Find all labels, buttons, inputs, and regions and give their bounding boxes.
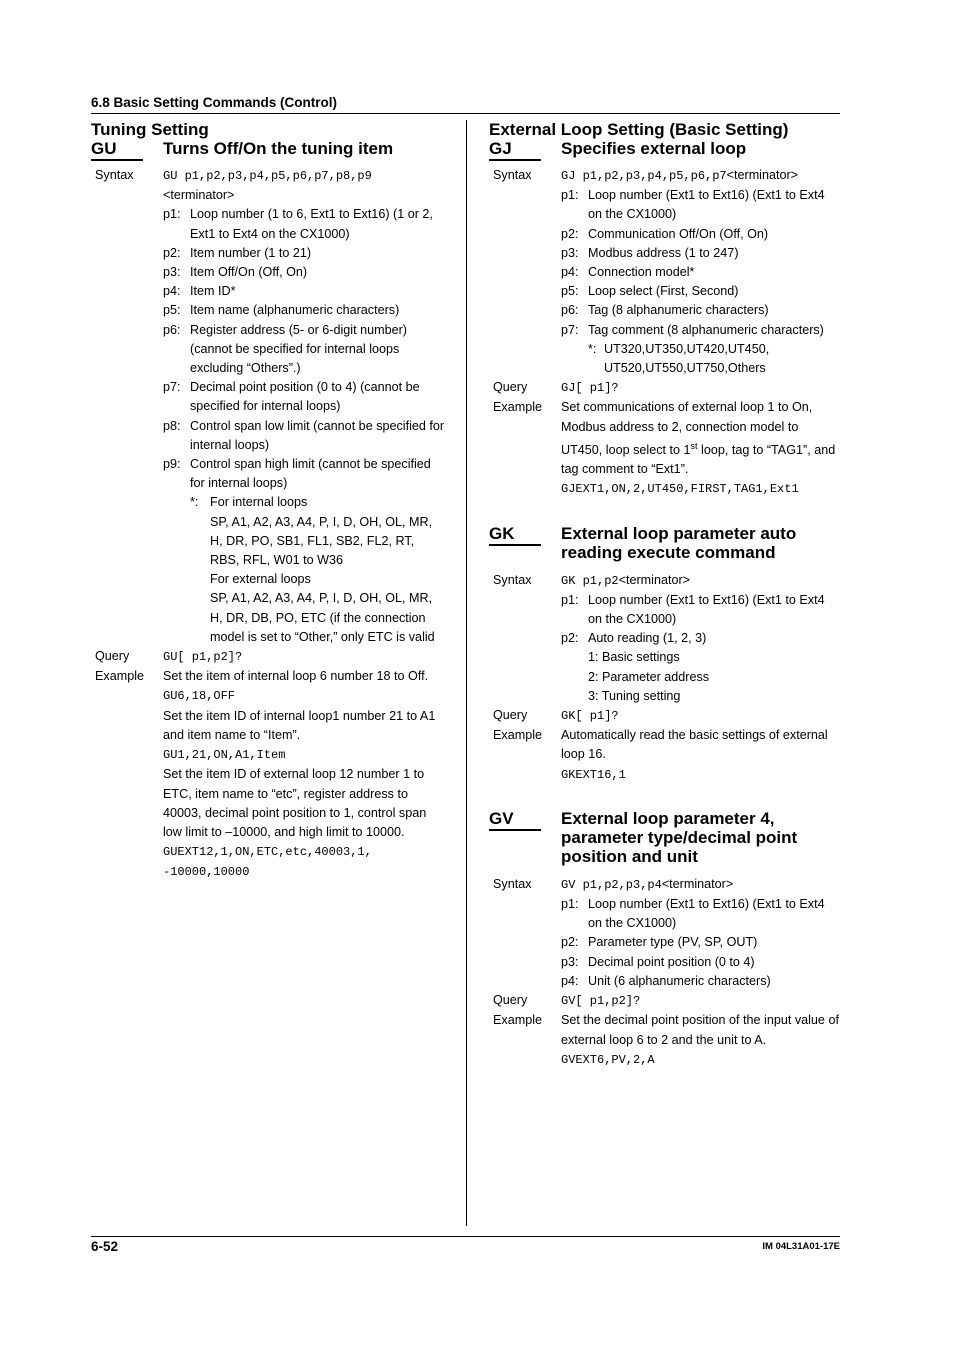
syntax-row bbox=[489, 571, 840, 591]
column-divider bbox=[466, 120, 467, 1226]
param-list bbox=[489, 591, 840, 649]
note-key: *: bbox=[588, 341, 597, 356]
example-text: Set the item ID of external loop 12 number 1 to ETC, item name to “etc”, register address to 40003, decimal point position to 1, control span low limit to –10000, and high limit to 10000. bbox=[163, 767, 427, 839]
syntax-code: GK p1,p2 bbox=[561, 573, 619, 588]
query-row bbox=[489, 706, 840, 726]
option-item: 3: Tuning setting bbox=[588, 688, 681, 703]
param-list bbox=[489, 186, 840, 340]
param-row bbox=[561, 895, 840, 933]
syntax-terminator: <terminator> bbox=[726, 168, 799, 182]
query-label: Query bbox=[493, 993, 528, 1008]
param-row bbox=[163, 301, 446, 320]
param-value: Decimal point position (0 to 4) bbox=[588, 954, 755, 969]
param-value: Loop number (Ext1 to Ext16) (Ext1 to Ext4 on the CX1000) bbox=[588, 592, 825, 627]
query-label: Query bbox=[95, 649, 130, 664]
section-title-external-loop: External Loop Setting (Basic Setting) bbox=[489, 120, 789, 139]
note-internal-label: For internal loops bbox=[210, 495, 308, 510]
option-list bbox=[489, 648, 840, 706]
command-title: External loop parameter 4, parameter type/decimal point position and unit bbox=[561, 808, 798, 866]
header-rule bbox=[91, 113, 840, 114]
footer-rule bbox=[91, 1236, 840, 1237]
section-title-tuning: Tuning Setting bbox=[91, 120, 209, 139]
example-code: GKEXT16,1 bbox=[561, 767, 626, 782]
page-number: 6-52 bbox=[91, 1239, 119, 1254]
param-key: p6: bbox=[561, 303, 579, 318]
param-value: Communication Off/On (Off, On) bbox=[588, 226, 769, 241]
param-row bbox=[561, 629, 840, 648]
param-list bbox=[489, 895, 840, 991]
example-text: Set the item ID of internal loop1 number 21 to A1 and item name to “Item”. bbox=[163, 708, 436, 742]
param-row bbox=[561, 321, 840, 340]
command-code: GU bbox=[91, 139, 143, 161]
param-value: Control span low limit (cannot be specified for internal loops) bbox=[190, 418, 445, 452]
param-value: Loop number (1 to 6, Ext1 to Ext16) (1 or 2, Ext1 to Ext4 on the CX1000) bbox=[190, 207, 433, 241]
param-key: p4: bbox=[163, 284, 181, 299]
param-key: p2: bbox=[561, 935, 579, 950]
param-value: Control span high limit (cannot be specified for internal loops) bbox=[190, 457, 431, 491]
note-internal-items: SP, A1, A2, A3, A4, P, I, D, OH, OL, MR, H, DR, PO, SB1, FL1, SB2, FL2, RT, RBS, RFL, W01 to W36 bbox=[210, 514, 433, 568]
option-item: 1: Basic settings bbox=[588, 650, 680, 665]
param-key: p4: bbox=[561, 265, 579, 280]
param-value: Unit (6 alphanumeric characters) bbox=[588, 973, 771, 988]
example-code: GU1,21,ON,A1,Item bbox=[163, 748, 286, 763]
example-text: Automatically read the basic settings of external loop 16. bbox=[561, 728, 828, 762]
param-row bbox=[163, 282, 446, 301]
param-row bbox=[163, 244, 446, 263]
param-value: Tag (8 alphanumeric characters) bbox=[588, 303, 769, 318]
param-row bbox=[561, 972, 840, 991]
param-key: p2: bbox=[561, 226, 579, 241]
note-text: UT320,UT350,UT420,UT450, UT520,UT550,UT750,Others bbox=[604, 341, 770, 376]
example-text: Set communications of external loop 1 to On, Modbus address to 2, connection model to UT450, loop select to 1st loop, tag to “TAG1”, and tag comment to “Ext1”. bbox=[561, 400, 836, 477]
param-row bbox=[163, 378, 446, 416]
param-row bbox=[163, 321, 446, 379]
example-row bbox=[489, 726, 840, 785]
syntax-label: Syntax bbox=[493, 572, 532, 587]
example-code: GVEXT6,PV,2,A bbox=[561, 1052, 655, 1067]
param-key: p1: bbox=[561, 897, 579, 912]
syntax-label: Syntax bbox=[493, 168, 532, 182]
syntax-row bbox=[91, 166, 446, 205]
example-code: -10000,10000 bbox=[163, 865, 250, 880]
gv-body bbox=[489, 875, 840, 1070]
param-key: p2: bbox=[163, 245, 181, 260]
gk-body bbox=[489, 571, 840, 785]
param-key: p7: bbox=[163, 380, 181, 395]
param-key: p3: bbox=[561, 245, 579, 260]
param-list bbox=[91, 205, 446, 493]
right-column bbox=[489, 120, 840, 1070]
param-value: Auto reading (1, 2, 3) bbox=[588, 631, 707, 646]
query-label: Query bbox=[493, 380, 528, 395]
param-value: Item ID* bbox=[190, 284, 236, 299]
param-key: p7: bbox=[561, 322, 579, 337]
query-label: Query bbox=[493, 708, 528, 723]
note-external-label: For external loops bbox=[210, 572, 311, 587]
document-id: IM 04L31A01-17E bbox=[762, 1241, 840, 1252]
param-row bbox=[163, 417, 446, 455]
query-row bbox=[489, 378, 840, 398]
option-item: 2: Parameter address bbox=[588, 669, 710, 684]
param-value: Item number (1 to 21) bbox=[190, 245, 312, 260]
param-key: p1: bbox=[163, 207, 181, 222]
command-title: Turns Off/On the tuning item bbox=[163, 139, 394, 158]
example-code: GU6,18,OFF bbox=[163, 689, 236, 704]
param-key: p5: bbox=[561, 284, 579, 299]
param-row bbox=[561, 263, 840, 282]
param-value: Parameter type (PV, SP, OUT) bbox=[588, 935, 758, 950]
query-code: GV[ p1,p2]? bbox=[561, 994, 641, 1009]
note-row bbox=[561, 340, 840, 378]
example-label: Example bbox=[95, 669, 144, 684]
param-row bbox=[561, 186, 840, 224]
param-key: p2: bbox=[561, 631, 579, 646]
command-code: GV bbox=[489, 809, 541, 831]
example-text: Set the decimal point position of the input value of external loop 6 to 2 and the unit to A. bbox=[561, 1013, 839, 1047]
example-code: GUEXT12,1,ON,ETC,etc,40003,1, bbox=[163, 845, 372, 860]
syntax-row bbox=[489, 166, 840, 186]
param-key: p3: bbox=[163, 265, 181, 280]
param-row bbox=[561, 933, 840, 952]
example-row bbox=[489, 1011, 840, 1070]
syntax-terminator: <terminator> bbox=[661, 876, 734, 891]
example-label: Example bbox=[493, 400, 542, 415]
syntax-label: Syntax bbox=[95, 168, 134, 182]
command-heading-gk bbox=[489, 523, 840, 562]
syntax-code: GV p1,p2,p3,p4 bbox=[561, 877, 662, 892]
syntax-terminator: <terminator> bbox=[618, 572, 691, 587]
example-row bbox=[489, 398, 840, 499]
command-heading-gj bbox=[489, 139, 840, 161]
param-key: p1: bbox=[561, 188, 579, 203]
param-row bbox=[561, 591, 840, 629]
param-value: Loop number (Ext1 to Ext16) (Ext1 to Ext4 on the CX1000) bbox=[588, 897, 825, 931]
command-code: GJ bbox=[489, 139, 541, 161]
param-value: Connection model* bbox=[588, 265, 695, 280]
param-key: p5: bbox=[163, 303, 181, 318]
param-key: p6: bbox=[163, 322, 181, 337]
example-row bbox=[91, 667, 446, 882]
param-key: p1: bbox=[561, 592, 579, 607]
param-value: Item name (alphanumeric characters) bbox=[190, 303, 400, 318]
example-label: Example bbox=[493, 728, 542, 743]
param-key: p4: bbox=[561, 973, 579, 988]
param-row bbox=[561, 953, 840, 972]
param-value: Tag comment (8 alphanumeric characters) bbox=[588, 322, 824, 337]
query-code: GJ[ p1]? bbox=[561, 381, 619, 396]
left-column bbox=[91, 120, 446, 883]
example-text: Set the item of internal loop 6 number 18 to Off. bbox=[163, 669, 429, 684]
param-row bbox=[561, 282, 840, 301]
query-row bbox=[489, 991, 840, 1011]
param-value: Loop number (Ext1 to Ext16) (Ext1 to Ext4 on the CX1000) bbox=[588, 188, 825, 222]
syntax-row bbox=[489, 875, 840, 895]
param-row bbox=[163, 455, 446, 493]
note-row bbox=[190, 493, 446, 647]
query-code: GK[ p1]? bbox=[561, 709, 619, 724]
syntax-terminator: <terminator> bbox=[163, 188, 235, 203]
command-title: External loop parameter auto reading execute command bbox=[561, 523, 797, 562]
param-value: Decimal point position (0 to 4) (cannot be specified for internal loops) bbox=[190, 380, 420, 414]
param-row bbox=[163, 205, 446, 243]
param-value: Loop select (First, Second) bbox=[588, 284, 739, 299]
param-value: Item Off/On (Off, On) bbox=[190, 265, 308, 280]
param-row bbox=[561, 244, 840, 263]
command-heading-gv bbox=[489, 808, 840, 866]
param-row bbox=[561, 225, 840, 244]
running-header: 6.8 Basic Setting Commands (Control) bbox=[91, 95, 338, 110]
note-external-items: SP, A1, A2, A3, A4, P, I, D, OH, OL, MR, H, DR, DB, PO, ETC (if the connection model is set to “Other,” only ETC is valid bbox=[210, 591, 435, 644]
syntax-code: GU p1,p2,p3,p4,p5,p6,p7,p8,p9 bbox=[163, 169, 372, 183]
param-key: p9: bbox=[163, 457, 181, 472]
command-code: GK bbox=[489, 524, 541, 546]
gj-body bbox=[489, 166, 840, 500]
gu-body bbox=[91, 166, 446, 883]
syntax-code: GJ p1,p2,p3,p4,p5,p6,p7 bbox=[561, 169, 727, 183]
param-key: p8: bbox=[163, 418, 181, 433]
example-code: GJEXT1,ON,2,UT450,FIRST,TAG1,Ext1 bbox=[561, 482, 799, 497]
query-code: GU[ p1,p2]? bbox=[163, 650, 243, 665]
command-title: Specifies external loop bbox=[561, 139, 747, 158]
param-key: p3: bbox=[561, 954, 579, 969]
command-heading-gu bbox=[91, 139, 446, 161]
syntax-label: Syntax bbox=[493, 876, 532, 891]
param-value: Register address (5- or 6-digit number) (cannot be specified for internal loops excluding “Others”.) bbox=[190, 322, 407, 376]
example-label: Example bbox=[493, 1013, 542, 1028]
query-row bbox=[91, 647, 446, 667]
param-value: Modbus address (1 to 247) bbox=[588, 245, 739, 260]
param-row bbox=[163, 263, 446, 282]
note-key: *: bbox=[190, 495, 199, 510]
param-row bbox=[561, 301, 840, 320]
